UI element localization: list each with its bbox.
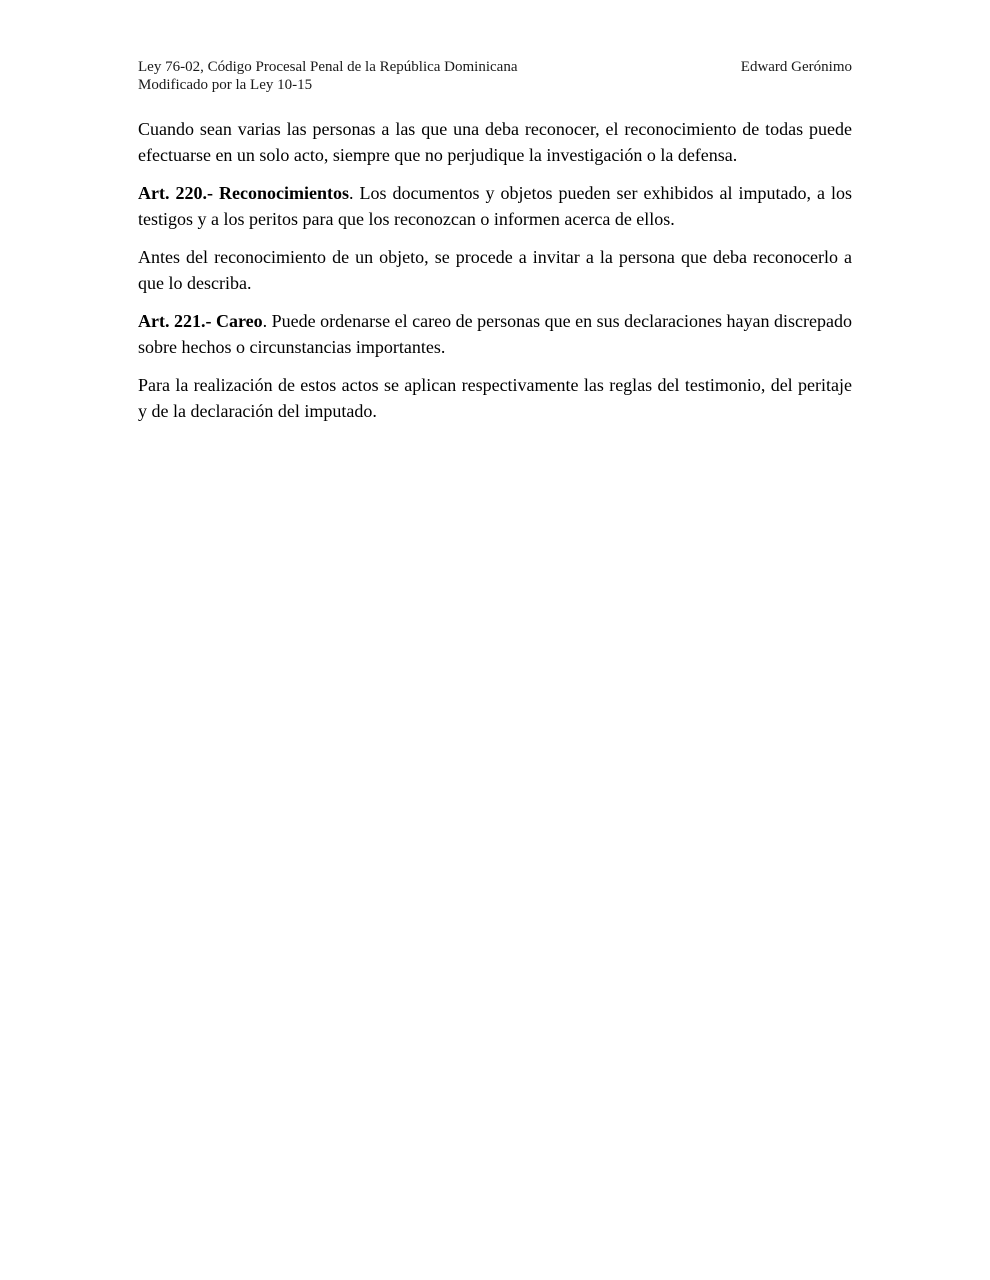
article-heading-220: Art. 220.- Reconocimientos	[138, 183, 349, 203]
page-header	[138, 58, 852, 94]
article-heading-221: Art. 221.- Careo	[138, 311, 263, 331]
paragraph-art-221	[138, 308, 852, 360]
paragraph-text: . Los documentos y objetos pueden ser exhibidos al imputado, a los testigos y a los peritos para que los reconozcan o informen acerca de ellos.	[138, 183, 852, 229]
document-body	[138, 116, 852, 424]
header-title-line-2: Modificado por la Ley 10-15	[138, 77, 313, 93]
paragraph-art-220	[138, 180, 852, 232]
header-author: Edward Gerónimo	[740, 59, 852, 75]
paragraph-reconocimiento-varias-personas	[138, 116, 852, 168]
paragraph-reconocimiento-objeto	[138, 244, 852, 296]
paragraph-text: Para la realización de estos actos se aplican respectivamente las reglas del testimonio, del peritaje y de la declaración del imputado.	[138, 375, 852, 421]
document-page	[138, 58, 852, 436]
paragraph-text: Cuando sean varias las personas a las que una deba reconocer, el reconocimiento de todas puede efectuarse en un solo acto, siempre que no perjudique la investigación o la defensa.	[138, 119, 852, 165]
paragraph-reglas-aplicables	[138, 372, 852, 424]
paragraph-text: Antes del reconocimiento de un objeto, se procede a invitar a la persona que deba reconocerlo a que lo describa.	[138, 247, 852, 293]
paragraph-text: . Puede ordenarse el careo de personas que en sus declaraciones hayan discrepado sobre hechos o circunstancias importantes.	[138, 311, 852, 357]
header-title-block	[138, 58, 517, 94]
header-title-line-1: Ley 76-02, Código Procesal Penal de la República Dominicana	[138, 59, 518, 75]
